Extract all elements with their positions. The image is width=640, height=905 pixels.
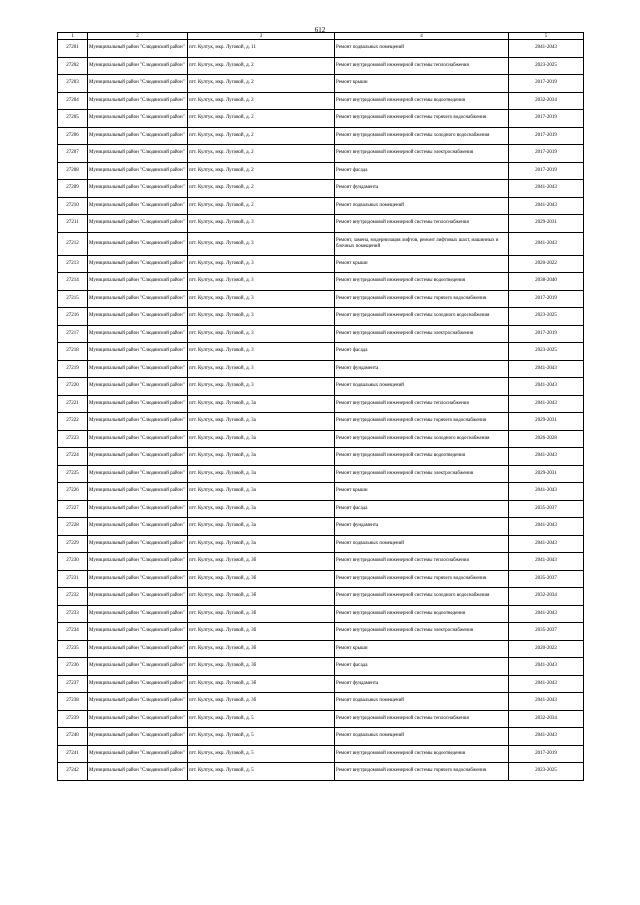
work-type-cell: Ремонт внутридомовой инженерной системы холодного водоснабжения [335,308,509,326]
work-type-cell: Ремонт, замена, модернизация лифтов, ремонт лифтовых шахт, машинных и блочных помещений [335,232,509,255]
table-row [58,518,584,536]
work-type-cell: Ремонт крыши [335,75,509,93]
table-row [58,413,584,431]
district-cell: Муниципальный район "Слюдянский район" [88,57,188,75]
record-id-cell: 27229 [58,535,88,553]
record-id-cell: 27214 [58,273,88,291]
work-type-cell: Ремонт внутридомовой инженерной системы теплоснабжения [335,215,509,233]
work-type-cell: Ремонт внутридомовой инженерной системы водоотведения [335,605,509,623]
district-cell: Муниципальный район "Слюдянский район" [88,465,188,483]
record-id-cell: 27233 [58,605,88,623]
period-cell: 2035-2037 [509,500,584,518]
work-type-cell: Ремонт внутридомовой инженерной системы водоотведения [335,745,509,763]
address-cell: пгт. Култук, мкр. Луговой, д. 3б [188,693,335,711]
work-type-cell: Ремонт фасада [335,162,509,180]
table-row [58,378,584,396]
district-cell: Муниципальный район "Слюдянский район" [88,215,188,233]
record-id-cell: 27205 [58,110,88,128]
address-cell: пгт. Култук, мкр. Луговой, д. 2 [188,92,335,110]
record-id-cell: 27203 [58,75,88,93]
table-row [58,57,584,75]
period-cell: 2038-2040 [509,273,584,291]
table-row [58,763,584,781]
district-cell: Муниципальный район "Слюдянский район" [88,360,188,378]
work-type-cell: Ремонт внутридомовой инженерной системы электроснабжения [335,465,509,483]
period-cell: 2017-2019 [509,110,584,128]
district-cell: Муниципальный район "Слюдянский район" [88,75,188,93]
record-id-cell: 27215 [58,290,88,308]
work-type-cell: Ремонт внутридомовой инженерной системы теплоснабжения [335,395,509,413]
period-cell: 2035-2037 [509,570,584,588]
column-number-1: 1 [58,33,88,40]
record-id-cell: 27217 [58,325,88,343]
period-cell: 2041-2043 [509,378,584,396]
period-cell: 2029-2031 [509,465,584,483]
work-type-cell: Ремонт внутридомовой инженерной системы теплоснабжения [335,57,509,75]
address-cell: пгт. Култук, мкр. Луговой, д. 5 [188,763,335,781]
address-cell: пгт. Култук, мкр. Луговой, д. 3а [188,518,335,536]
address-cell: пгт. Култук, мкр. Луговой, д. 3а [188,465,335,483]
table-row [58,308,584,326]
period-cell: 2023-2025 [509,763,584,781]
work-type-cell: Ремонт подвальных помещений [335,40,509,58]
table-row [58,273,584,291]
district-cell: Муниципальный район "Слюдянский район" [88,197,188,215]
record-id-cell: 27212 [58,232,88,255]
record-id-cell: 27220 [58,378,88,396]
period-cell: 2032-2034 [509,92,584,110]
record-id-cell: 27219 [58,360,88,378]
period-cell: 2017-2019 [509,145,584,163]
record-id-cell: 27237 [58,675,88,693]
period-cell: 2029-2031 [509,215,584,233]
address-cell: пгт. Култук, мкр. Луговой, д. 3 [188,255,335,273]
column-number-3: 3 [188,33,335,40]
column-number-row [58,33,584,40]
period-cell: 2041-2043 [509,675,584,693]
district-cell: Муниципальный район "Слюдянский район" [88,623,188,641]
address-cell: пгт. Култук, мкр. Луговой, д. 3а [188,483,335,501]
record-id-cell: 27224 [58,448,88,466]
address-cell: пгт. Култук, мкр. Луговой, д. 3б [188,675,335,693]
column-number-5: 5 [509,33,584,40]
district-cell: Муниципальный район "Слюдянский район" [88,448,188,466]
district-cell: Муниципальный район "Слюдянский район" [88,553,188,571]
table-row [58,588,584,606]
work-type-cell: Ремонт фасада [335,500,509,518]
district-cell: Муниципальный район "Слюдянский район" [88,640,188,658]
record-id-cell: 27232 [58,588,88,606]
work-type-cell: Ремонт подвальных помещений [335,197,509,215]
table-row [58,360,584,378]
work-type-cell: Ремонт внутридомовой инженерной системы водоотведения [335,273,509,291]
record-id-cell: 27223 [58,430,88,448]
record-id-cell: 27218 [58,343,88,361]
period-cell: 2041-2043 [509,553,584,571]
record-id-cell: 27235 [58,640,88,658]
period-cell: 2023-2025 [509,57,584,75]
address-cell: пгт. Култук, мкр. Луговой, д. 2 [188,197,335,215]
record-id-cell: 27202 [58,57,88,75]
record-id-cell: 27210 [58,197,88,215]
record-id-cell: 27206 [58,127,88,145]
period-cell: 2032-2034 [509,588,584,606]
record-id-cell: 27213 [58,255,88,273]
district-cell: Муниципальный район "Слюдянский район" [88,325,188,343]
period-cell: 2041-2043 [509,232,584,255]
work-type-cell: Ремонт фундамента [335,675,509,693]
address-cell: пгт. Култук, мкр. Луговой, д. 3 [188,290,335,308]
address-cell: пгт. Култук, мкр. Луговой, д. 3а [188,535,335,553]
district-cell: Муниципальный район "Слюдянский район" [88,710,188,728]
work-type-cell: Ремонт внутридомовой инженерной системы холодного водоснабжения [335,430,509,448]
record-id-cell: 27201 [58,40,88,58]
address-cell: пгт. Култук, мкр. Луговой, д. 3б [188,640,335,658]
district-cell: Муниципальный район "Слюдянский район" [88,763,188,781]
table-row [58,255,584,273]
work-type-cell: Ремонт внутридомовой инженерной системы горячего водоснабжения [335,763,509,781]
work-type-cell: Ремонт внутридомовой инженерной системы электроснабжения [335,623,509,641]
work-type-cell: Ремонт крыши [335,255,509,273]
address-cell: пгт. Култук, мкр. Луговой, д. 3а [188,395,335,413]
district-cell: Муниципальный район "Слюдянский район" [88,273,188,291]
work-type-cell: Ремонт внутридомовой инженерной системы теплоснабжения [335,553,509,571]
district-cell: Муниципальный район "Слюдянский район" [88,728,188,746]
period-cell: 2041-2043 [509,483,584,501]
column-number-2: 2 [88,33,188,40]
record-id-cell: 27238 [58,693,88,711]
district-cell: Муниципальный район "Слюдянский район" [88,232,188,255]
record-id-cell: 27236 [58,658,88,676]
address-cell: пгт. Култук, мкр. Луговой, д. 3б [188,588,335,606]
work-type-cell: Ремонт внутридомовой инженерной системы холодного водоснабжения [335,127,509,145]
record-id-cell: 27221 [58,395,88,413]
period-cell: 2017-2019 [509,745,584,763]
district-cell: Муниципальный район "Слюдянский район" [88,378,188,396]
address-cell: пгт. Култук, мкр. Луговой, д. 5 [188,745,335,763]
work-type-cell: Ремонт внутридомовой инженерной системы горячего водоснабжения [335,413,509,431]
table-row [58,605,584,623]
page-number: 612 [314,26,326,34]
period-cell: 2020-2022 [509,640,584,658]
work-type-cell: Ремонт подвальных помещений [335,693,509,711]
table-row [58,693,584,711]
table-row [58,290,584,308]
table-row [58,197,584,215]
record-id-cell: 27216 [58,308,88,326]
district-cell: Муниципальный район "Слюдянский район" [88,535,188,553]
address-cell: пгт. Култук, мкр. Луговой, д. 3 [188,215,335,233]
district-cell: Муниципальный район "Слюдянский район" [88,675,188,693]
work-type-cell: Ремонт подвальных помещений [335,535,509,553]
address-cell: пгт. Култук, мкр. Луговой, д. 3 [188,308,335,326]
table-row [58,110,584,128]
work-type-cell: Ремонт внутридомовой инженерной системы горячего водоснабжения [335,110,509,128]
period-cell: 2017-2019 [509,75,584,93]
address-cell: пгт. Култук, мкр. Луговой, д. 3а [188,500,335,518]
table-row [58,343,584,361]
district-cell: Муниципальный район "Слюдянский район" [88,570,188,588]
address-cell: пгт. Култук, мкр. Луговой, д. 11 [188,40,335,58]
work-type-cell: Ремонт внутридомовой инженерной системы электроснабжения [335,145,509,163]
address-cell: пгт. Култук, мкр. Луговой, д. 3б [188,658,335,676]
address-cell: пгт. Култук, мкр. Луговой, д. 3б [188,553,335,571]
district-cell: Муниципальный район "Слюдянский район" [88,343,188,361]
district-cell: Муниципальный район "Слюдянский район" [88,518,188,536]
record-id-cell: 27228 [58,518,88,536]
work-type-cell: Ремонт внутридомовой инженерной системы электроснабжения [335,325,509,343]
work-type-cell: Ремонт внутридомовой инженерной системы водоотведения [335,448,509,466]
district-cell: Муниципальный район "Слюдянский район" [88,745,188,763]
table-row [58,465,584,483]
work-type-cell: Ремонт внутридомовой инженерной системы холодного водоснабжения [335,588,509,606]
table-row [58,180,584,198]
record-id-cell: 27230 [58,553,88,571]
district-cell: Муниципальный район "Слюдянский район" [88,658,188,676]
period-cell: 2041-2043 [509,535,584,553]
district-cell: Муниципальный район "Слюдянский район" [88,127,188,145]
table-row [58,570,584,588]
work-type-cell: Ремонт внутридомовой инженерной системы горячего водоснабжения [335,290,509,308]
period-cell: 2032-2034 [509,710,584,728]
address-cell: пгт. Култук, мкр. Луговой, д. 3 [188,273,335,291]
table-row [58,535,584,553]
district-cell: Муниципальный район "Слюдянский район" [88,693,188,711]
table-row [58,162,584,180]
district-cell: Муниципальный район "Слюдянский район" [88,162,188,180]
district-cell: Муниципальный район "Слюдянский район" [88,588,188,606]
work-type-cell: Ремонт внутридомовой инженерной системы горячего водоснабжения [335,570,509,588]
period-cell: 2017-2019 [509,127,584,145]
record-id-cell: 27211 [58,215,88,233]
period-cell: 2017-2019 [509,325,584,343]
address-cell: пгт. Култук, мкр. Луговой, д. 3б [188,605,335,623]
record-id-cell: 27225 [58,465,88,483]
table-row [58,623,584,641]
work-type-cell: Ремонт фундамента [335,180,509,198]
record-id-cell: 27222 [58,413,88,431]
district-cell: Муниципальный район "Слюдянский район" [88,40,188,58]
district-cell: Муниципальный район "Слюдянский район" [88,290,188,308]
record-id-cell: 27204 [58,92,88,110]
district-cell: Муниципальный район "Слюдянский район" [88,500,188,518]
table-row [58,232,584,255]
work-type-cell: Ремонт крыши [335,483,509,501]
address-cell: пгт. Култук, мкр. Луговой, д. 2 [188,180,335,198]
address-cell: пгт. Култук, мкр. Луговой, д. 2 [188,162,335,180]
table-row [58,675,584,693]
record-id-cell: 27239 [58,710,88,728]
district-cell: Муниципальный район "Слюдянский район" [88,483,188,501]
table-row [58,745,584,763]
work-type-cell: Ремонт подвальных помещений [335,378,509,396]
period-cell: 2041-2043 [509,728,584,746]
table-row [58,448,584,466]
table-row [58,500,584,518]
district-cell: Муниципальный район "Слюдянский район" [88,255,188,273]
work-type-cell: Ремонт фасада [335,658,509,676]
period-cell: 2041-2043 [509,395,584,413]
address-cell: пгт. Култук, мкр. Луговой, д. 2 [188,127,335,145]
address-cell: пгт. Култук, мкр. Луговой, д. 3 [188,378,335,396]
work-type-cell: Ремонт фасада [335,343,509,361]
table-row [58,215,584,233]
period-cell: 2041-2043 [509,518,584,536]
period-cell: 2041-2043 [509,693,584,711]
table-row [58,40,584,58]
period-cell: 2023-2025 [509,343,584,361]
table-row [58,75,584,93]
table-row [58,127,584,145]
period-cell: 2017-2019 [509,162,584,180]
period-cell: 2035-2037 [509,623,584,641]
table-row [58,483,584,501]
address-cell: пгт. Култук, мкр. Луговой, д. 3а [188,430,335,448]
table-row [58,728,584,746]
address-cell: пгт. Култук, мкр. Луговой, д. 2 [188,110,335,128]
work-type-cell: Ремонт подвальных помещений [335,728,509,746]
period-cell: 2029-2031 [509,413,584,431]
address-cell: пгт. Култук, мкр. Луговой, д. 3а [188,413,335,431]
work-type-cell: Ремонт фундамента [335,518,509,536]
period-cell: 2041-2043 [509,40,584,58]
table-row [58,145,584,163]
address-cell: пгт. Култук, мкр. Луговой, д. 3 [188,343,335,361]
period-cell: 2023-2025 [509,308,584,326]
table-row [58,710,584,728]
district-cell: Муниципальный район "Слюдянский район" [88,110,188,128]
record-id-cell: 27207 [58,145,88,163]
period-cell: 2041-2043 [509,658,584,676]
record-id-cell: 27227 [58,500,88,518]
district-cell: Муниципальный район "Слюдянский район" [88,605,188,623]
record-id-cell: 27242 [58,763,88,781]
address-cell: пгт. Култук, мкр. Луговой, д. 3 [188,232,335,255]
record-id-cell: 27241 [58,745,88,763]
period-cell: 2017-2019 [509,290,584,308]
period-cell: 2026-2028 [509,430,584,448]
address-cell: пгт. Култук, мкр. Луговой, д. 3а [188,448,335,466]
address-cell: пгт. Култук, мкр. Луговой, д. 3 [188,360,335,378]
work-type-cell: Ремонт фундамента [335,360,509,378]
work-type-cell: Ремонт внутридомовой инженерной системы теплоснабжения [335,710,509,728]
address-cell: пгт. Култук, мкр. Луговой, д. 3 [188,325,335,343]
record-id-cell: 27226 [58,483,88,501]
period-cell: 2041-2043 [509,605,584,623]
district-cell: Муниципальный район "Слюдянский район" [88,430,188,448]
table-row [58,553,584,571]
table-row [58,325,584,343]
table-body [58,33,584,781]
table-row [58,92,584,110]
table-row [58,640,584,658]
period-cell: 2041-2043 [509,448,584,466]
repair-schedule-table [57,32,584,781]
period-cell: 2041-2043 [509,180,584,198]
district-cell: Муниципальный район "Слюдянский район" [88,92,188,110]
record-id-cell: 27209 [58,180,88,198]
period-cell: 2041-2043 [509,360,584,378]
address-cell: пгт. Култук, мкр. Луговой, д. 2 [188,57,335,75]
table-row [58,395,584,413]
table-row [58,658,584,676]
record-id-cell: 27234 [58,623,88,641]
district-cell: Муниципальный район "Слюдянский район" [88,308,188,326]
record-id-cell: 27231 [58,570,88,588]
district-cell: Муниципальный район "Слюдянский район" [88,180,188,198]
district-cell: Муниципальный район "Слюдянский район" [88,145,188,163]
record-id-cell: 27208 [58,162,88,180]
column-number-4: 4 [335,33,509,40]
table-row [58,430,584,448]
address-cell: пгт. Култук, мкр. Луговой, д. 3б [188,623,335,641]
address-cell: пгт. Култук, мкр. Луговой, д. 5 [188,728,335,746]
address-cell: пгт. Култук, мкр. Луговой, д. 5 [188,710,335,728]
district-cell: Муниципальный район "Слюдянский район" [88,413,188,431]
address-cell: пгт. Култук, мкр. Луговой, д. 2 [188,75,335,93]
work-type-cell: Ремонт крыши [335,640,509,658]
address-cell: пгт. Култук, мкр. Луговой, д. 3б [188,570,335,588]
district-cell: Муниципальный район "Слюдянский район" [88,395,188,413]
record-id-cell: 27240 [58,728,88,746]
period-cell: 2041-2043 [509,197,584,215]
address-cell: пгт. Култук, мкр. Луговой, д. 2 [188,145,335,163]
period-cell: 2020-2022 [509,255,584,273]
work-type-cell: Ремонт внутридомовой инженерной системы водоотведения [335,92,509,110]
